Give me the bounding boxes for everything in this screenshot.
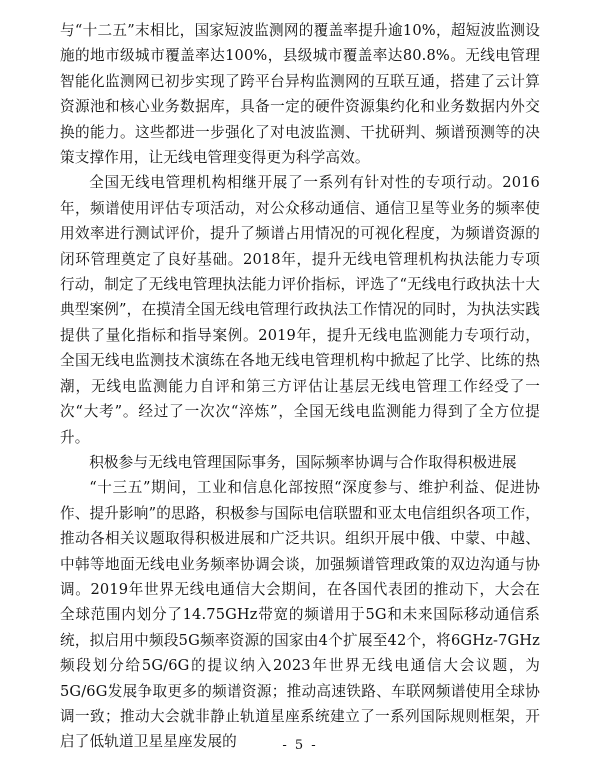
document-body xyxy=(60,18,540,755)
paragraph-special-actions: 全国无线电管理机构相继开展了一系列有针对性的专项行动。2016年，频谱使用评估专项活动，对公众移动通信、通信卫星等业务的频率使用效率进行测试评价，提升了频谱占用情况的可视化程度，为频谱资源的闭环管理奠定了良好基础。2018年，提升无线电管理机构执法能力专项行动，制定了无线电管理执法能力评价指标，评选了“无线电行政执法十大典型案例”，在摸清全国无线电管理行政执法工作情况的同时，为执法实践提供了量化指标和指导案例。2019年，提升无线电监测能力专项行动，全国无线电监测技术演练在各地无线电管理机构中掀起了比学、比练的热潮，无线电监测能力自评和第三方评估让基层无线电管理工作经受了一次“大考”。经过了一次次“淬炼”，全国无线电监测能力得到了全方位提升。 xyxy=(60,174,540,446)
section-heading-international-affairs: 积极参与无线电管理国际事务，国际频率协调与合作取得积极进展 xyxy=(89,453,517,471)
paragraph-international-coordination: “十三五”期间，工业和信息化部按照“深度参与、维护利益、促进协作、提升影响”的思路，积极参与国际电信联盟和亚太电信组织各项工作，推动各相关议题取得积极进展和广泛共识。组织开展中俄、中蒙、中越、中韩等地面无线电业务频率协调会谈，加强频谱管理政策的双边沟通与协调。2019年世界无线电通信大会期间，在各国代表团的推动下，大会在全球范围内划分了14.75GHz带宽的频谱用于5G和未来国际移动通信系统，拟启用中频段5G频率资源的国家由4个扩展至42个，将6GHz-7GHz频段划分给5G/6G的提议纳入2023年世界无线电通信大会议题，为5G/6G发展争取更多的频谱资源；推动高速铁路、车联网频谱使用全球协调一致；推动大会就非静止轨道星座系统建立了一系列国际规则框架，开启了低轨道卫星星座发展的 xyxy=(60,479,540,751)
page-number: - 5 - xyxy=(282,738,318,753)
paragraph-monitoring-coverage: 与“十二五”末相比，国家短波监测网的覆盖率提升逾10%，超短波监测设施的地市级城市覆盖率达100%，县级城市覆盖率达80.8%。无线电管理智能化监测网已初步实现了跨平台异构监测网的互联互通，搭建了云计算资源池和核心业务数据库，具备一定的硬件资源集约化和业务数据内外交换的能力。这些都进一步强化了对电波监测、干扰研判、频谱预测等的决策支撑作用，让无线电管理变得更为科学高效。 xyxy=(60,22,540,167)
